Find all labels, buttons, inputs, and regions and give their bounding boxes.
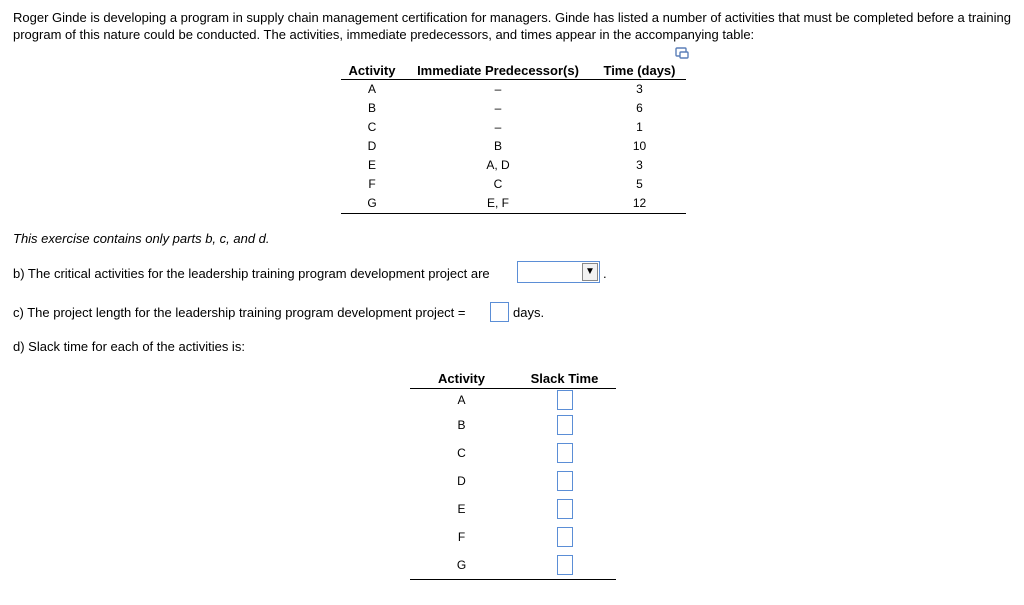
predecessor-cell: – <box>494 82 502 96</box>
table-row <box>410 439 616 467</box>
table-row <box>341 175 686 194</box>
table-row <box>410 523 616 551</box>
predecessor-cell: – <box>494 120 502 134</box>
predecessor-cell: – <box>494 101 502 115</box>
activity-cell: D <box>367 139 377 153</box>
table-row <box>341 99 686 118</box>
time-cell: 1 <box>636 120 643 134</box>
activity-cell: C <box>367 120 377 134</box>
table-row <box>341 156 686 175</box>
time-cell: 3 <box>636 158 643 172</box>
predecessor-cell: C <box>493 177 503 191</box>
activity-cell: F <box>368 177 376 191</box>
table-header: Time (days) <box>593 60 686 80</box>
copy-icon[interactable] <box>675 45 689 59</box>
activity-cell: A <box>367 82 376 96</box>
time-cell: 12 <box>593 194 686 214</box>
predecessor-cell: A, D <box>486 158 510 172</box>
time-cell: 6 <box>636 101 643 115</box>
table-row <box>410 551 616 580</box>
activity-cell: B <box>457 418 466 432</box>
table-header: Activity <box>341 60 403 80</box>
slack-input-b[interactable] <box>557 415 573 435</box>
days-unit-label: days. <box>513 305 545 320</box>
intro-text: Roger Ginde is developing a program in supply chain management certification for managers. Ginde has listed a number of activities that must be completed before a training program of this nature could be conducted. The activities, immediate predecessors, and times appear in the accompanying table: <box>13 10 1011 42</box>
critical-activities-dropdown[interactable] <box>517 261 600 283</box>
time-cell: 5 <box>636 177 643 191</box>
slack-input-e[interactable] <box>557 499 573 519</box>
activity-cell: B <box>367 101 376 115</box>
time-cell: 10 <box>632 139 647 153</box>
table-row <box>341 80 686 100</box>
table-header: Slack Time <box>513 368 616 389</box>
activity-cell: G <box>341 194 403 214</box>
table-row <box>341 137 686 156</box>
activity-cell: D <box>457 474 466 488</box>
part-b-question: b) The critical activities for the leadership training program development project are <box>13 266 490 281</box>
part-c-question: c) The project length for the leadership training program development project = <box>13 305 466 320</box>
table-header: Immediate Predecessor(s) <box>403 60 593 80</box>
table-row <box>410 411 616 439</box>
slack-input-d[interactable] <box>557 471 573 491</box>
activity-cell: E <box>367 158 376 172</box>
time-cell: 3 <box>636 82 643 96</box>
sentence-end: . <box>603 266 607 281</box>
activity-cell: A <box>457 393 466 407</box>
activity-cell: F <box>457 530 466 544</box>
slack-time-table <box>410 368 616 580</box>
part-d-question: d) Slack time for each of the activities is: <box>13 339 245 354</box>
table-row <box>410 389 616 412</box>
table-row <box>410 467 616 495</box>
exercise-note: This exercise contains only parts b, c, and d. <box>13 231 270 246</box>
activity-cell: C <box>457 446 466 460</box>
table-row <box>410 495 616 523</box>
predecessor-cell: B <box>493 139 502 153</box>
slack-input-a[interactable] <box>557 390 573 410</box>
activity-cell: E <box>457 502 466 516</box>
slack-input-c[interactable] <box>557 443 573 463</box>
triangle-down-icon[interactable]: ▼ <box>582 263 598 281</box>
slack-input-g[interactable] <box>557 555 573 575</box>
project-length-input[interactable] <box>490 302 509 322</box>
activity-cell: G <box>410 551 513 580</box>
predecessor-cell: E, F <box>403 194 593 214</box>
activities-table <box>341 60 686 214</box>
table-row <box>341 194 686 214</box>
slack-input-f[interactable] <box>557 527 573 547</box>
table-header: Activity <box>410 368 513 389</box>
table-row <box>341 118 686 137</box>
